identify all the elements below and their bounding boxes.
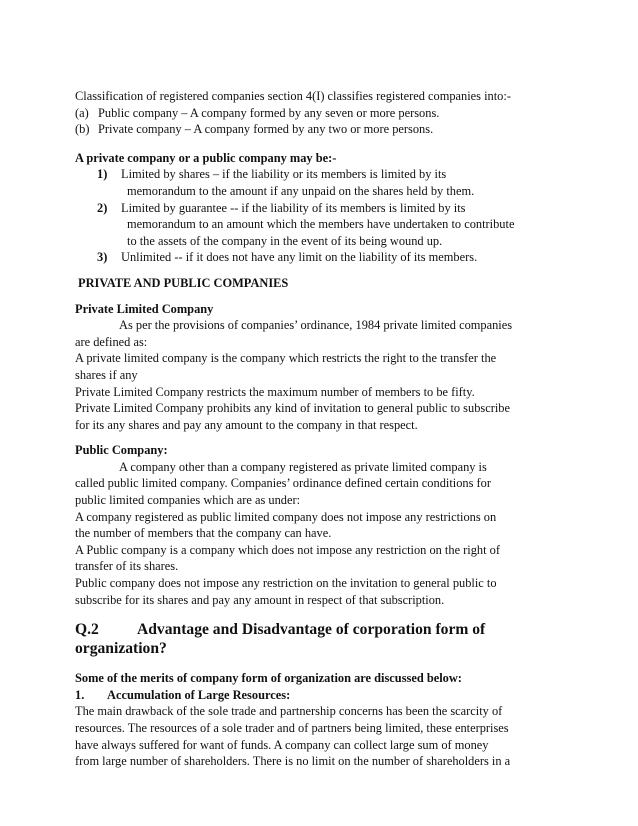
classification-intro: Classification of registered companies section 4(I) classifies registered companies into:- xyxy=(75,89,511,103)
private-line: are defined as: xyxy=(75,334,148,349)
type-text-line: Unlimited -- if it does not have any limit on the liability of its members. xyxy=(121,250,478,265)
class-item-a xyxy=(75,105,565,122)
private-line: A private limited company is the company which restricts the right to the transfer the xyxy=(75,351,497,366)
merit-line: from large number of shareholders. There is no limit on the number of shareholders in a xyxy=(75,754,511,769)
private-company-heading: Private Limited Company xyxy=(75,301,214,316)
public-line: transfer of its shares. xyxy=(75,559,179,574)
merit-line: have always suffered for want of funds. A company can collect large sum of money xyxy=(75,737,489,752)
class-text: Public company – A company formed by any seven or more persons. xyxy=(98,105,440,120)
public-line: Public company does not impose any restriction on the invitation to general public to xyxy=(75,576,497,591)
type-number: 3) xyxy=(97,250,108,265)
type-text-line: Limited by shares – if the liability or its members is limited by its xyxy=(121,167,447,182)
merit-line: The main drawback of the sole trade and partnership concerns has been the scarcity of xyxy=(75,704,503,719)
document-body xyxy=(75,88,565,770)
merits-heading: Some of the merits of company form of organization are discussed below: xyxy=(75,671,462,686)
merit-line: resources. The resources of a sole trader and of partners being limited, these enterprises xyxy=(75,721,509,735)
type-text-line: memorandum to the amount if any unpaid on the shares held by them. xyxy=(127,183,475,198)
may-be-heading: A private company or a public company may be:- xyxy=(75,150,337,165)
merit-1-heading xyxy=(75,687,565,704)
type-number: 1) xyxy=(97,167,108,182)
private-line: Private Limited Company prohibits any kind of invitation to general public to subscribe xyxy=(75,401,510,416)
public-line: A company other than a company registered as private limited company is xyxy=(119,459,487,474)
type-text-line: Limited by guarantee -- if the liability of its members is limited by its xyxy=(121,200,466,215)
private-line: Private Limited Company restricts the maximum number of members to be fifty. xyxy=(75,384,475,399)
private-line: for its any shares and pay any amount to the company in that respect. xyxy=(75,417,418,432)
type-text-line: memorandum to an amount which the members have undertaken to contribute xyxy=(127,217,515,232)
public-line: A company registered as public limited company does not impose any restrictions on xyxy=(75,509,497,524)
public-line: subscribe for its shares and pay any amount in respect of that subscription. xyxy=(75,592,445,607)
question-title-cont: organization? xyxy=(75,640,167,658)
public-line: called public limited company. Companies’ ordinance defined certain conditions for xyxy=(75,476,491,491)
merit-number: 1. xyxy=(75,687,85,702)
type-item-3 xyxy=(95,249,565,266)
merit-title: Accumulation of Large Resources: xyxy=(107,687,291,702)
public-line: the number of members that the company can have. xyxy=(75,526,332,541)
class-label: (a) xyxy=(75,105,89,120)
class-item-b xyxy=(75,121,565,138)
private-line: As per the provisions of companies’ ordinance, 1984 private limited companies xyxy=(119,318,513,333)
question-2-heading xyxy=(75,620,565,639)
type-text-line: to the assets of the company in the event of its being wound up. xyxy=(127,233,443,248)
class-text: Private company – A company formed by any two or more persons. xyxy=(98,122,434,137)
type-item-2 xyxy=(95,200,565,250)
question-title: Advantage and Disadvantage of corporation form of xyxy=(137,621,486,639)
public-company-heading: Public Company: xyxy=(75,443,168,458)
private-line: shares if any xyxy=(75,367,138,382)
type-number: 2) xyxy=(97,200,108,215)
company-types-list xyxy=(95,166,565,266)
public-line: public limited companies which are as under: xyxy=(75,493,301,508)
type-item-1 xyxy=(95,166,565,199)
section-title: PRIVATE AND PUBLIC COMPANIES xyxy=(78,275,289,290)
class-label: (b) xyxy=(75,122,90,137)
question-number: Q.2 xyxy=(75,621,99,639)
public-line: A Public company is a company which does not impose any restriction on the right of xyxy=(75,542,500,557)
question-2-heading-cont xyxy=(75,639,565,658)
